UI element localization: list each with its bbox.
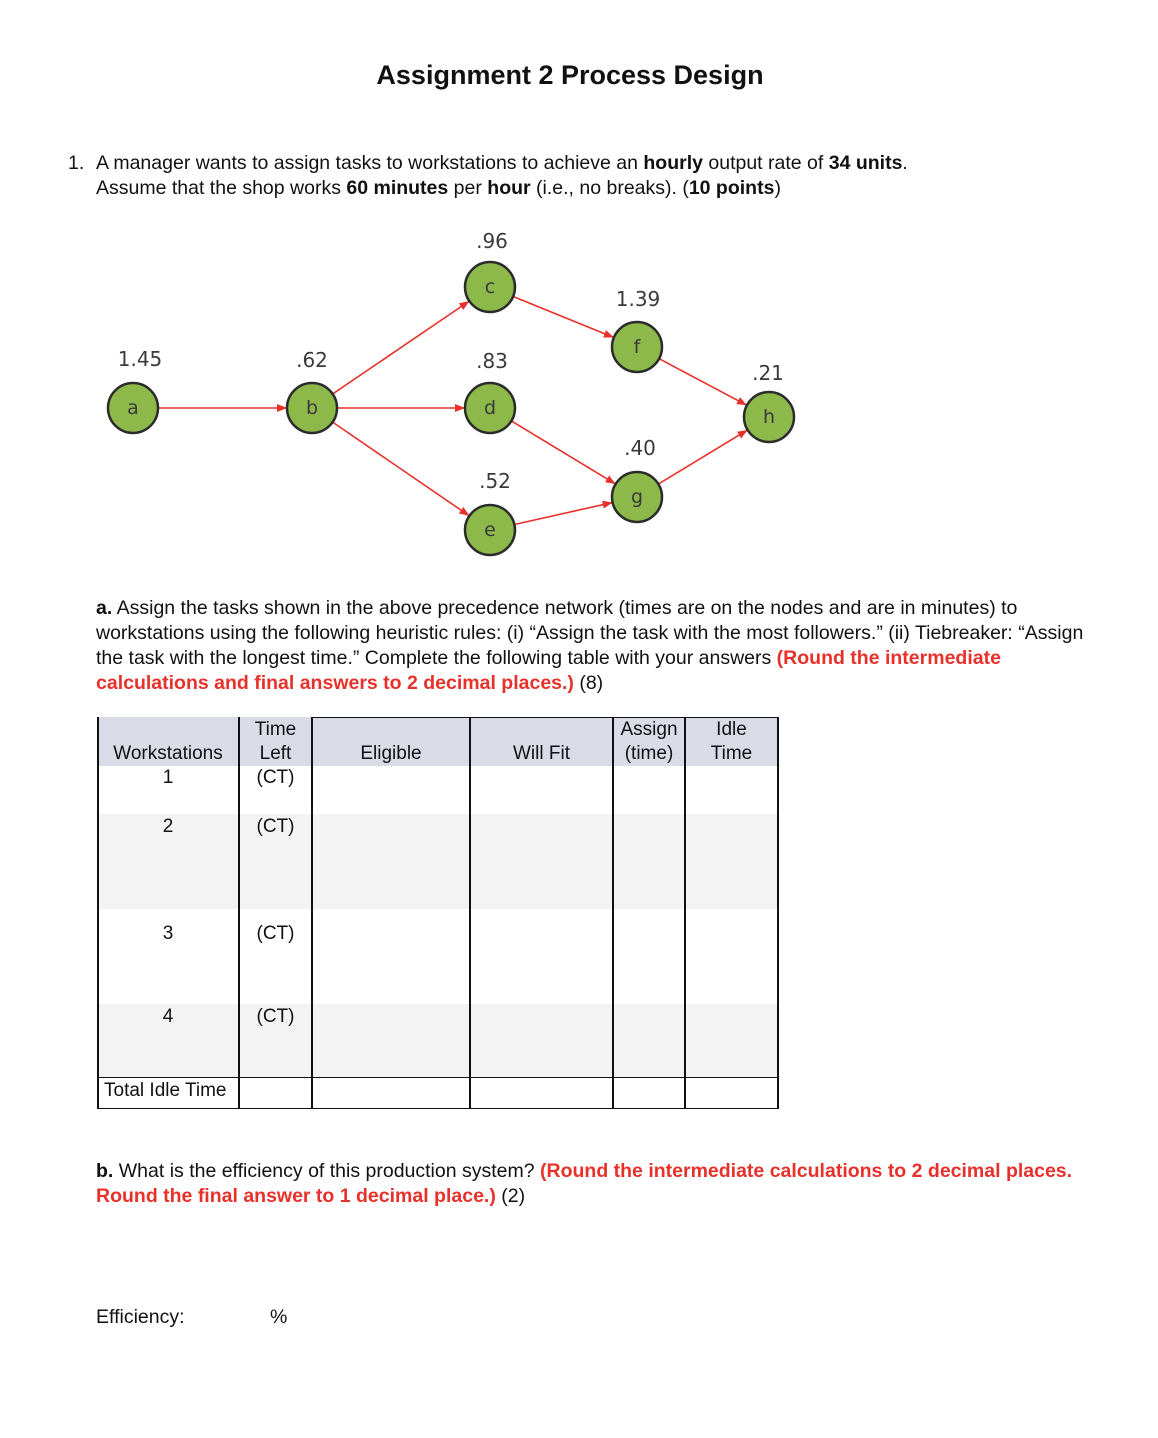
node-label-c: c bbox=[484, 276, 496, 298]
node-time-c: .96 bbox=[476, 229, 508, 253]
edge-g-h bbox=[658, 430, 746, 484]
station-4: 4 bbox=[162, 1006, 174, 1027]
time-left-2: (CT) bbox=[256, 816, 295, 837]
time-left-3: (CT) bbox=[256, 923, 295, 944]
node-label-g: g bbox=[630, 486, 644, 508]
part-a-points: (8) bbox=[573, 672, 604, 694]
edge-d-g bbox=[511, 421, 614, 484]
node-time-h: .21 bbox=[752, 361, 784, 385]
node-label-h: h bbox=[762, 406, 776, 428]
edge-e-g bbox=[514, 503, 611, 525]
part-a-rounding-note: (Round the intermediate calculations and final answers to 2 decimal places.) bbox=[96, 647, 1001, 694]
edge-b-c bbox=[333, 302, 469, 394]
node-time-a: 1.45 bbox=[117, 347, 163, 371]
node-label-b: b bbox=[305, 397, 319, 419]
time-left-1: (CT) bbox=[256, 767, 295, 788]
node-time-e: .52 bbox=[479, 469, 511, 493]
node-label-d: d bbox=[483, 397, 497, 419]
total-idle-time-label: Total Idle Time bbox=[104, 1080, 227, 1101]
node-time-g: .40 bbox=[624, 436, 656, 460]
part-a-label: a. bbox=[96, 597, 113, 619]
node-label-f: f bbox=[633, 336, 641, 358]
node-time-b: .62 bbox=[296, 348, 328, 372]
node-time-f: 1.39 bbox=[615, 287, 661, 311]
header-idle-line2: Time bbox=[710, 743, 753, 764]
node-time-d: .83 bbox=[476, 349, 508, 373]
question-number: 1. bbox=[68, 152, 85, 174]
edge-f-h bbox=[659, 359, 746, 405]
header-assign-line1: Assign bbox=[620, 719, 678, 740]
part-a-question bbox=[96, 596, 1096, 696]
workstation-table bbox=[98, 717, 778, 1109]
efficiency-unit: % bbox=[270, 1306, 288, 1328]
node-label-e: e bbox=[484, 519, 496, 541]
header-workstations: Workstations bbox=[113, 743, 223, 764]
part-b-question bbox=[96, 1159, 1096, 1209]
header-will-fit: Will Fit bbox=[513, 743, 570, 764]
station-3: 3 bbox=[162, 923, 174, 944]
header-eligible: Eligible bbox=[360, 743, 422, 764]
part-b-label: b. bbox=[96, 1160, 114, 1182]
header-assign-line2: (time) bbox=[624, 743, 674, 764]
station-2: 2 bbox=[162, 816, 174, 837]
edge-b-e bbox=[333, 422, 469, 515]
station-1: 1 bbox=[162, 767, 174, 788]
part-a-text: Assign the tasks shown in the above precedence network (times are on the nodes and are in minutes) to workstations using the following heuristic rules: (i) “Assign the task with the most followers.” (ii) Tiebreaker: “Assign the task with the longest time.” Complete the following table with your answers bbox=[96, 597, 1084, 669]
part-b-text: What is the efficiency of this production system? bbox=[113, 1160, 541, 1182]
node-label-a: a bbox=[127, 397, 139, 419]
edge-c-f bbox=[513, 296, 613, 337]
part-b-points: (2) bbox=[495, 1185, 526, 1207]
efficiency-label: Efficiency: bbox=[96, 1306, 185, 1328]
precedence-network bbox=[0, 215, 1158, 575]
question-1-text: A manager wants to assign tasks to workstations to achieve an hourly output rate of 34 units. Assume that the shop works 60 minutes per hour (i.e., no breaks). (10 points) bbox=[96, 152, 908, 199]
page-title: Assignment 2 Process Design bbox=[376, 60, 764, 90]
part-b-rounding-note: (Round the intermediate calculations to 2 decimal places. Round the final answer to 1 decimal place.) bbox=[96, 1160, 1073, 1207]
header-idle-line1: Idle bbox=[716, 719, 747, 740]
header-time-left-line1: Time bbox=[254, 719, 297, 740]
question-1 bbox=[68, 151, 1068, 201]
time-left-4: (CT) bbox=[256, 1006, 295, 1027]
header-time-left-line2: Left bbox=[259, 743, 292, 764]
